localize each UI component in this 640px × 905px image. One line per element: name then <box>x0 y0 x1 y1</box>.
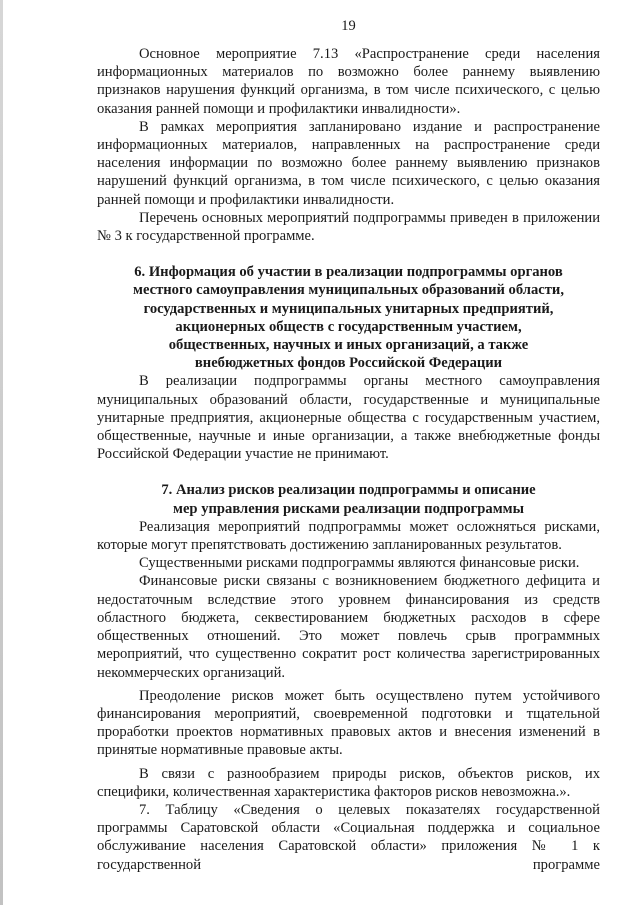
section-6-heading-line: 6. Информация об участии в реализации подпрограммы органов <box>134 264 563 281</box>
section-6-heading-line: внебюджетных фондов Российской Федерации <box>194 355 503 372</box>
page-number: 19 <box>341 18 356 34</box>
paragraph-measure-description: В рамках мероприятия запланировано издание и распространение информационных материалов, направленных на распространение среди населения информации по возможно более раннему выявлению признаков нарушений функций организма, в том числе психического, с целью оказания ранней помощи и профилактики инвалидности. <box>97 118 600 208</box>
section-7-heading <box>97 481 600 517</box>
section-6-heading-line: акционерных обществ с государственным участием, <box>175 318 522 335</box>
paragraph-measures-list: Перечень основных мероприятий подпрограммы приведен в приложении № 3 к государственной программе. <box>97 209 600 245</box>
section-6-heading-line: общественных, научных и иных организаций, а также <box>168 337 529 354</box>
section-7-paragraph-financial-details: Финансовые риски связаны с возникновением бюджетного дефицита и недостаточным вследствие этого уровнем финансирования из средств областного бюджета, секвестированием бюджетных расходов в сфере общественных отношений. Это может повлечь срыв программных мероприятий, что существенно сократит рост количества зарегистрированных некоммерческих организаций. <box>97 573 600 681</box>
section-6-paragraph: В реализации подпрограммы органы местного самоуправления муниципальных образований области, государственные и муниципальные унитарные предприятия, акционерные общества с государственным участием, общественные, научные и иные организации, а также внебюджетные фонды Российской Федерации участие не принимают. <box>97 373 600 463</box>
section-7-heading-line: 7. Анализ рисков реализации подпрограммы и описание <box>161 482 536 499</box>
section-6-heading <box>97 263 600 372</box>
paragraph-measure-7-13: Основное мероприятие 7.13 «Распространение среди населения информационных материалов по возможно более раннему выявлению признаков нарушения функций организма, в том числе психического, с целью оказания ранней помощи и профилактики инвалидности». <box>97 46 600 117</box>
section-7-paragraph-financial-risks: Существенными рисками подпрограммы являются финансовые риски. <box>139 555 580 572</box>
section-6-heading-line: государственных и муниципальных унитарных предприятий, <box>143 300 554 317</box>
section-7-paragraph-risks: Реализация мероприятий подпрограммы может осложняться рисками, которые могут препятствовать достижению запланированных результатов. <box>97 518 600 554</box>
section-7-paragraph-table-amendment: 7. Таблицу «Сведения о целевых показателях государственной программы Саратовской области «Социальная поддержка и социальное обслуживание населения Саратовской области» приложения № 1 к государственной программе <box>97 801 600 873</box>
section-7-paragraph-mitigation: Преодоление рисков может быть осуществлено путем устойчивого финансирования мероприятий, своевременной подготовки и тщательной проработки проектов нормативных правовых актов и внесения изменений в принятые нормативные правовые акты. <box>97 687 600 759</box>
section-7-paragraph-diversity: В связи с разнообразием природы рисков, объектов рисков, их специфики, количественная характеристика факторов рисков невозможна.». <box>97 765 600 800</box>
section-6-heading-line: местного самоуправления муниципальных образований области, <box>133 282 564 299</box>
section-7-heading-line: мер управления рисками реализации подпрограммы <box>173 500 524 517</box>
